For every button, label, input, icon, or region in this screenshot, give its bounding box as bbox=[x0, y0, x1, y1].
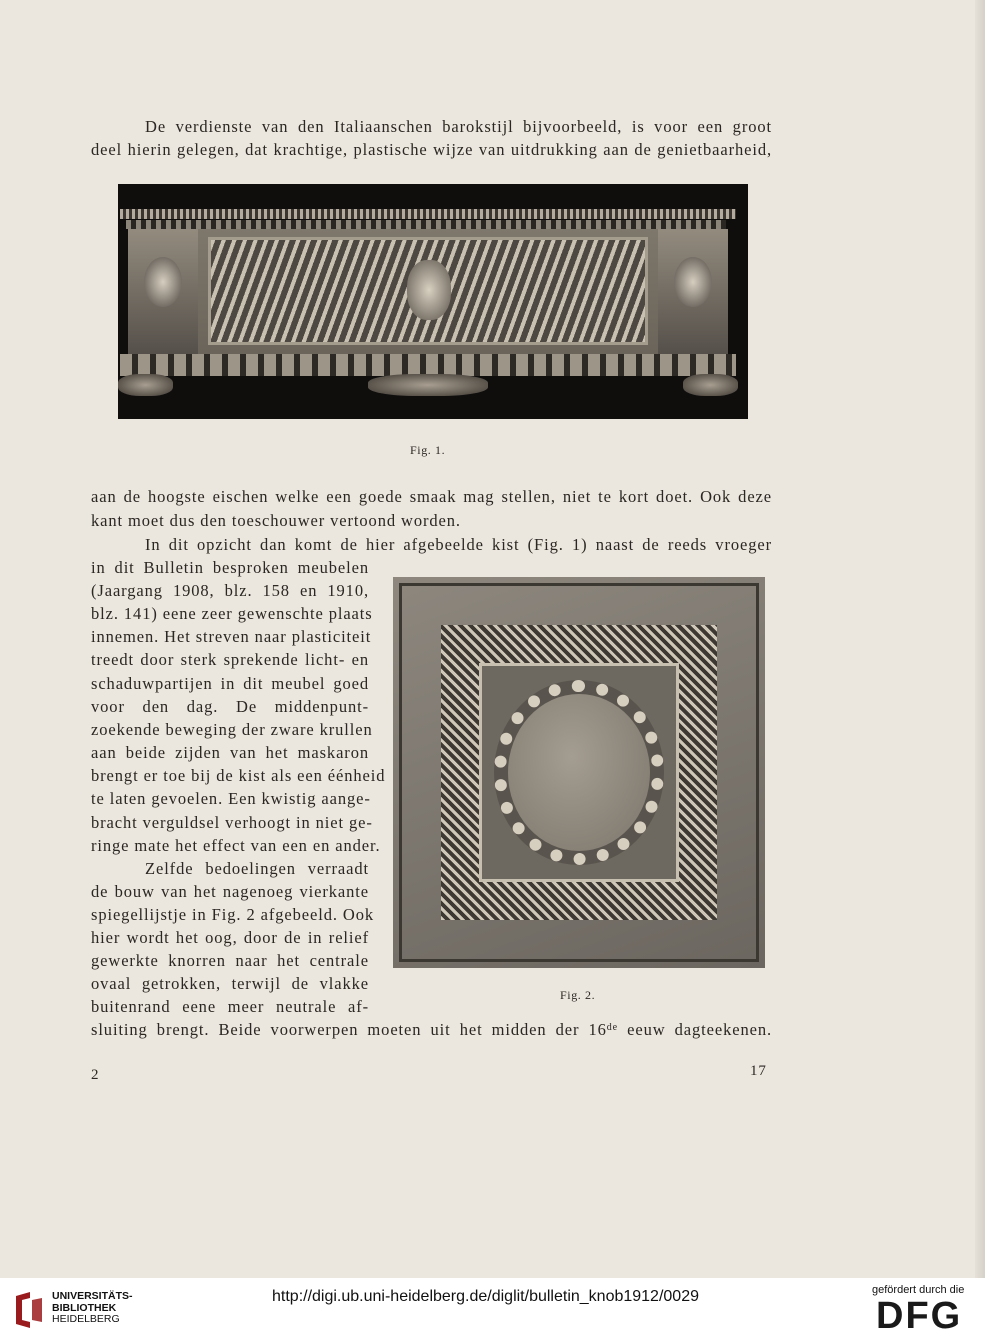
text-line: kant moet dus den toeschouwer vertoond worden. bbox=[91, 511, 461, 530]
text-line: gewerkte knorren naar het centrale bbox=[91, 951, 369, 970]
text-line: treedt door sterk sprekende licht- en bbox=[91, 650, 369, 669]
text-line: bracht verguldsel verhoogt in niet ge- bbox=[91, 813, 373, 832]
library-name bbox=[52, 1291, 133, 1326]
library-name-line: HEIDELBERG bbox=[52, 1313, 120, 1325]
figure-2-mirror-frame-photo bbox=[393, 577, 765, 968]
text-line: buitenrand eene meer neutrale af- bbox=[91, 997, 369, 1016]
text-line: innemen. Het streven naar plasticiteit bbox=[91, 627, 372, 646]
superscript: de bbox=[606, 1022, 619, 1033]
page-edge bbox=[975, 0, 985, 1278]
text-line: aan de hoogste eischen welke een goede smaak mag stellen, niet te kort doet. Ook deze bbox=[91, 487, 772, 506]
text-fragment: eeuw dagteekenen. bbox=[618, 1020, 772, 1039]
text-line: ovaal getrokken, terwijl de vlakke bbox=[91, 974, 369, 993]
text-line: aan beide zijden van het maskaron bbox=[91, 743, 369, 762]
library-name-line: BIBLIOTHEK bbox=[52, 1301, 117, 1314]
signature-mark: 2 bbox=[91, 1067, 100, 1083]
page-number: 17 bbox=[750, 1063, 767, 1079]
text-line: In dit opzicht dan komt de hier afgebeelde kist (Fig. 1) naast de reeds vroeger bbox=[145, 535, 772, 554]
text-line: de bouw van het nagenoeg vierkante bbox=[91, 882, 369, 901]
text-line: schaduwpartijen in dit meubel goed bbox=[91, 674, 369, 693]
dfg-logo: DFG bbox=[876, 1295, 963, 1337]
text-line: deel hierin gelegen, dat krachtige, plastische wijze van uitdrukking aan de genietbaarheid, bbox=[91, 140, 772, 159]
funded-by-label: gefördert durch die bbox=[872, 1284, 965, 1296]
text-line: Zelfde bedoelingen verraadt bbox=[145, 859, 369, 878]
text-line: zoekende beweging der zware krullen bbox=[91, 720, 373, 739]
text-fragment: sluiting brengt. Beide voorwerpen moeten uit het midden der 16 bbox=[91, 1020, 607, 1039]
text-line: ringe mate het effect van een en ander. bbox=[91, 836, 381, 855]
figure-1-chest-photo bbox=[118, 184, 748, 419]
figure-2-caption: Fig. 2. bbox=[560, 988, 596, 1002]
text-line: voor den dag. De middenpunt- bbox=[91, 697, 369, 716]
text-line bbox=[91, 1018, 772, 1042]
digitization-footer bbox=[0, 1278, 985, 1343]
text-line: De verdienste van den Italiaanschen barokstijl bijvoorbeeld, is voor een groot bbox=[145, 117, 772, 136]
text-line: (Jaargang 1908, blz. 158 en 1910, bbox=[91, 581, 369, 600]
library-name-line: UNIVERSITÄTS- bbox=[52, 1290, 133, 1302]
library-logo-icon bbox=[12, 1290, 46, 1330]
text-line: te laten gevoelen. Een kwistig aange- bbox=[91, 789, 371, 808]
text-line: brengt er toe bij de kist als een éénheid bbox=[91, 766, 386, 785]
figure-1-caption: Fig. 1. bbox=[410, 443, 446, 457]
text-line: blz. 141) eene zeer gewenschte plaats bbox=[91, 604, 373, 623]
text-line: in dit Bulletin besproken meubelen bbox=[91, 558, 369, 577]
text-line: hier wordt het oog, door de in relief bbox=[91, 928, 369, 947]
source-url-link[interactable]: http://digi.ub.uni-heidelberg.de/diglit/bulletin_knob1912/0029 bbox=[272, 1288, 699, 1305]
text-line: spiegellijstje in Fig. 2 afgebeeld. Ook bbox=[91, 905, 375, 924]
